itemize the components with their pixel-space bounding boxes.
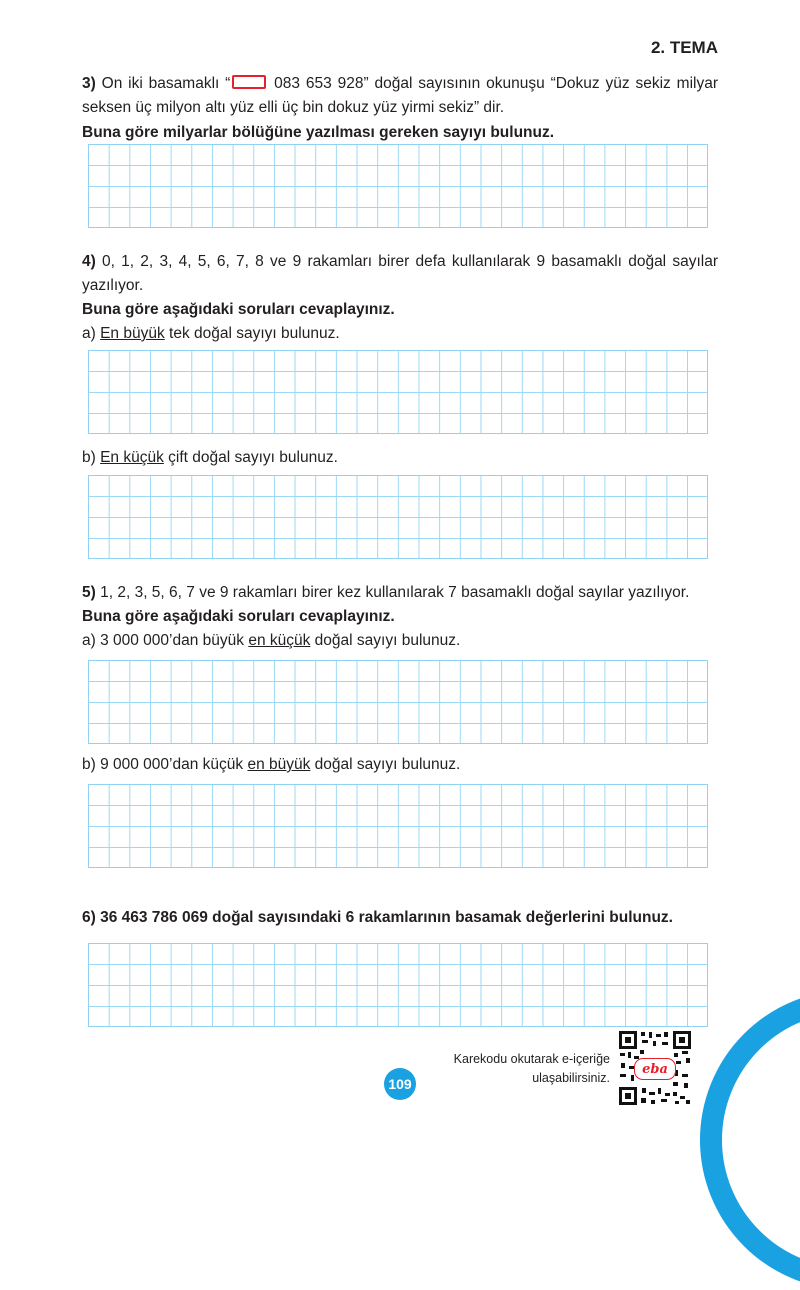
answer-grid-q4b[interactable] (88, 475, 708, 559)
question-3-text-a: On iki basamaklı “ (101, 75, 231, 92)
qr-caption-line-2: ulaşabilirsiniz. (532, 1071, 610, 1085)
question-4b (82, 446, 718, 470)
question-6-text: 6) 36 463 786 069 doğal sayısındaki 6 rakamlarının basamak değerlerini bulunuz. (82, 909, 673, 926)
question-4-text (82, 250, 718, 298)
question-3-instruction: Buna göre milyarlar bölüğüne yazılması gereken sayıyı bulunuz. (82, 124, 555, 141)
answer-grid-q6[interactable] (88, 943, 708, 1027)
question-4b-underline: En küçük (100, 449, 164, 466)
question-4a (82, 322, 718, 346)
eba-logo: eba (634, 1058, 676, 1080)
question-5a (82, 629, 718, 653)
question-5b-underline: en büyük (247, 756, 311, 773)
question-5b-suffix: doğal sayıyı bulunuz. (310, 756, 461, 773)
question-5-instruction: Buna göre aşağıdaki soruları cevaplayınız. (82, 608, 395, 625)
question-5b-prefix: b) 9 000 000’dan küçük (82, 756, 248, 773)
theme-header: 2. TEMA (650, 38, 718, 57)
question-5-body: 1, 2, 3, 5, 6, 7 ve 9 rakamları birer kez kullanılarak 7 basamaklı doğal sayılar yazılıyor. (95, 584, 690, 601)
question-4b-prefix: b) (82, 449, 101, 466)
question-4b-suffix: çift doğal sayıyı bulunuz. (163, 449, 338, 466)
answer-grid-q4a[interactable] (88, 350, 708, 434)
question-5a-suffix: doğal sayıyı bulunuz. (310, 632, 461, 649)
question-3-text (82, 72, 718, 120)
question-4a-underline: En büyük (100, 325, 165, 342)
answer-grid-q5b[interactable] (88, 784, 708, 868)
hidden-digits-box (232, 75, 266, 89)
decorative-arc (700, 990, 800, 1290)
question-5a-underline: en küçük (248, 632, 311, 649)
question-4-body: 0, 1, 2, 3, 4, 5, 6, 7, 8 ve 9 rakamları birer defa kullanılarak 9 basamaklı doğal sayılar yazılıyor. (82, 253, 718, 294)
question-5-text (82, 581, 718, 605)
qr-caption-line-1: Karekodu okutarak e-içeriğe (453, 1052, 610, 1066)
page-number: 109 (384, 1068, 416, 1100)
question-4-number: 4) (82, 253, 96, 270)
question-3-number: 3) (82, 75, 96, 92)
question-4a-suffix: tek doğal sayıyı bulunuz. (164, 325, 340, 342)
question-5b (82, 753, 718, 777)
question-4a-prefix: a) (82, 325, 101, 342)
question-5a-prefix: a) 3 000 000’dan büyük (82, 632, 249, 649)
qr-caption (454, 1050, 610, 1088)
question-5-number: 5) (82, 584, 96, 601)
answer-grid-q5a[interactable] (88, 660, 708, 744)
question-4-instruction: Buna göre aşağıdaki soruları cevaplayınız. (82, 301, 395, 318)
answer-grid-q3[interactable] (88, 144, 708, 228)
question-3-text-b: 083 653 928” doğal sayısının okunuşu “Dokuz yüz sekiz milyar seksen üç milyon altı yüz elli üç bin dokuz yüz yirmi sekiz” dir. (82, 75, 718, 116)
